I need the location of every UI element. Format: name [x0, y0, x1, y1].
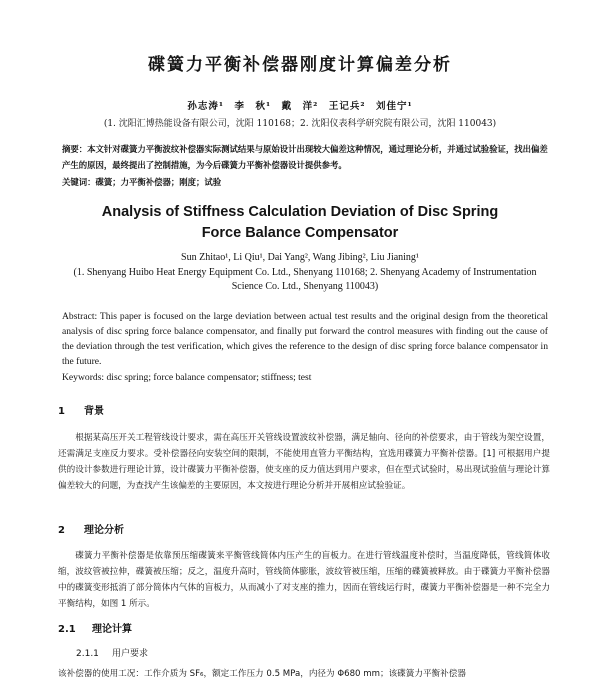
- section-1-paragraph: 根据某高压开关工程管线设计要求，需在高压开关管线设置波纹补偿器，满足轴向、径向的补偿要求，由于管线为架空设置，还需满足支座反力要求。受补偿器径向安装空间的限制，不能使用直管力平衡结构，宜选用碟簧力平衡补偿器。[1] 可根据用户提供的设计参数进行理论计算，设计碟簧力平衡补偿器，使支座的反力值达到用户要求，但在型式试验时，易出现试验值与理论计算偏差较大的问题，为查找产生该偏差的主要原因，本文按进行理论分析并开展相应试验验证。: [58, 433, 550, 491]
- chinese-keywords: 关键词：碟簧；力平衡补偿器；刚度；试验: [62, 177, 222, 187]
- section-title: 背景: [84, 406, 104, 417]
- chinese-affiliation: (1. 沈阳汇博热能设备有限公司，沈阳 110168；2. 沈阳仪表科学研究院有限公司，沈阳 110043): [103, 119, 497, 129]
- english-affiliation: (1. Shenyang Huibo Heat Energy Equipment Co. Ltd., Shenyang 110168; 2. Shenyang Academy of Instrumentation Science Co. Ltd., Shenyang 110043): [73, 267, 537, 292]
- section-title: 理论分析: [84, 525, 124, 536]
- section-number: 2: [58, 525, 65, 536]
- chinese-authors: 孙志涛¹ 李 秋¹ 戴 洋² 王记兵² 刘佳宁¹: [187, 101, 413, 112]
- section-2-1-heading: [58, 620, 132, 635]
- english-title-line-1: Analysis of Stiffness Calculation Deviation of Disc Spring: [101, 204, 499, 220]
- section-1-heading: [58, 402, 104, 417]
- section-number: 1: [58, 406, 65, 417]
- subsection-2-1-1-heading: [76, 646, 148, 659]
- english-abstract: Abstract: This paper is focused on the large deviation between actual test results and the original design from the theoretical analysis of disc spring force balance compensator, and finally put forward the control measures with finding out the cause of the deviation through the test verification, which gives the reference to the design of disc spring force balance compensator in the future.: [62, 311, 548, 367]
- subsection-number: 2.1.1: [76, 649, 99, 659]
- english-authors: Sun Zhitao¹, Li Qiu¹, Dai Yang², Wang Jibing², Liu Jianing¹: [181, 252, 419, 263]
- chinese-abstract: 摘要：本文针对碟簧力平衡波纹补偿器实际测试结果与原始设计出现较大偏差这种情况，通过理论分析，并通过试验验证，找出偏差产生的原因，最终提出了控制措施，为今后碟簧力平衡补偿器设计提供参考。: [62, 144, 548, 170]
- section-2-paragraph: 碟簧力平衡补偿器是依靠预压缩碟簧来平衡管线简体内压产生的盲板力。在进行管线温度补偿时，当温度降低，管线简体收缩，波纹管被拉伸，碟簧被压缩；反之，温度升高时，管线简体膨胀，波纹管被压缩，压缩的碟簧被释放。由于碟簧力平衡补偿器中的碟簧变形抵消了部分简体内气体的盲板力，从而减小了对支座的推力，因而在管线运行时，碟簧力平衡补偿器是一种不完全力平衡结构，如图 1 所示。: [58, 551, 550, 609]
- section-title: 理论计算: [92, 624, 132, 635]
- english-title-line-2: Force Balance Compensator: [201, 225, 399, 241]
- section-2-heading: [58, 521, 124, 536]
- section-number: 2.1: [58, 624, 76, 635]
- chinese-title: 碟簧力平衡补偿器刚度计算偏差分析: [148, 55, 452, 75]
- english-keywords: Keywords: disc spring; force balance compensator; stiffness; test: [62, 372, 312, 383]
- subsection-title: 用户要求: [112, 649, 149, 659]
- subsection-2-1-1-paragraph: 该补偿器的使用工况：工作介质为 SF₆，额定工作压力 0.5 MPa，内径为 Φ680 mm；该碟簧力平衡补偿器: [58, 669, 466, 679]
- english-title: [0, 202, 600, 244]
